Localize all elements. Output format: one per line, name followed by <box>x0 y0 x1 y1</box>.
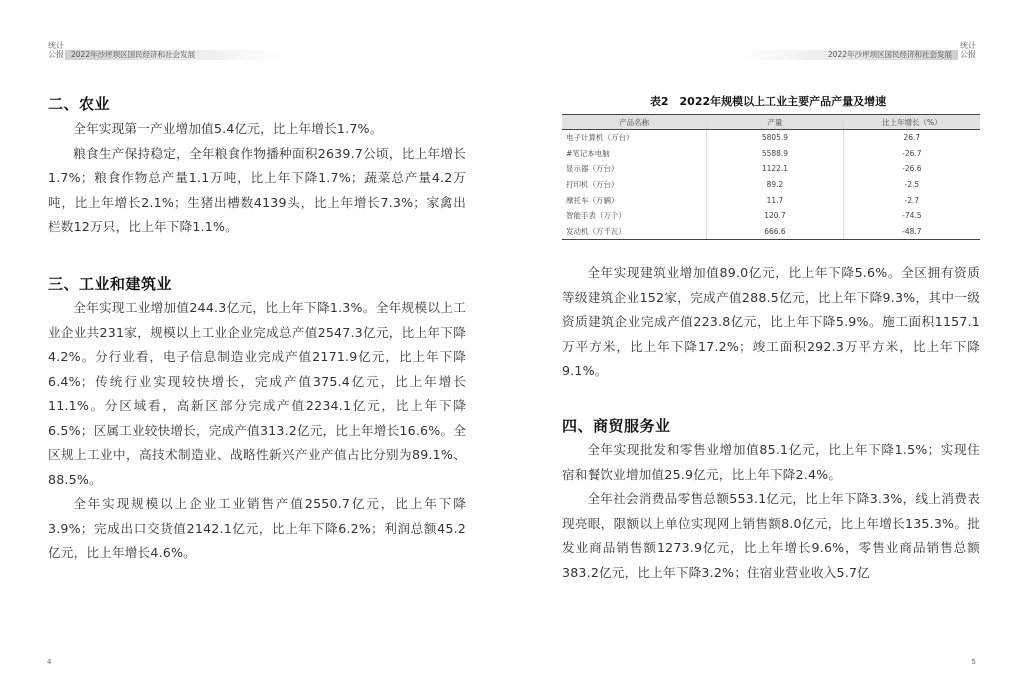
product-name: 发动机（万千瓦） <box>562 224 707 240</box>
output-value: 120.7 <box>707 208 843 224</box>
table-row <box>562 130 980 146</box>
section-commerce <box>562 415 980 436</box>
commerce-body <box>562 438 980 585</box>
table-title: 表2 2022年规模以上工业主要产品产量及增速 <box>649 95 887 108</box>
column-header: 产量 <box>707 115 843 130</box>
construction-body <box>562 261 980 384</box>
product-name: 智能手表（万个） <box>566 211 626 221</box>
product-name: 打印机（万台） <box>566 180 619 190</box>
table-row <box>562 224 980 240</box>
table-row <box>562 146 980 162</box>
growth-value: -26.7 <box>843 146 980 162</box>
header-tag: 统计 公报 <box>48 41 64 59</box>
output-value: 5805.9 <box>707 130 843 146</box>
product-name: 电子计算机（万台） <box>566 133 634 143</box>
agriculture-body <box>48 117 466 240</box>
column-header: 比上年增长（%） <box>843 115 980 130</box>
header-title: 2022年沙坪坝区国民经济和社会发展 <box>742 50 958 60</box>
paragraph: 全年实现工业增加值244.3亿元，比上年下降1.3%。全年规模以上工业企业共231家，规模以上工业企业完成总产值2547.3亿元，比上年下降4.2%。分行业看，电子信息制造业完成产值2171.9亿元，比上年下降6.4%；传统行业实现较快增长，完成产值375.4亿元，比上年增长11.1%。分区域看，高新区部分完成产值2234.1亿元，比上年下降6.5%；区属工业较快增长，完成产值313.2亿元，比上年增长16.6%。全区规上工业中，高技术制造业、战略性新兴产业产值占比分别为89.1%、88.5%。 <box>48 300 466 487</box>
section-heading: 四、商贸服务业 <box>562 417 671 435</box>
header-tag: 统计 公报 <box>960 41 976 59</box>
table-row <box>562 192 980 208</box>
growth-value: -2.5 <box>843 177 980 193</box>
paragraph: 全年社会消费品零售总额553.1亿元，比上年下降3.3%，线上消费表现亮眼，限额以上单位实现网上销售额8.0亿元，比上年增长135.3%。批发业商品销售额1273.9亿元，比上年增长9.6%，零售业商品销售总额383.2亿元，比上年下降3.2%；住宿业营业收入5.7亿 <box>562 491 980 580</box>
right-page <box>512 0 1024 694</box>
growth-value: -26.6 <box>843 161 980 177</box>
section-industry <box>48 273 466 294</box>
section-heading: 三、工业和建筑业 <box>48 275 173 293</box>
page-number: 4 <box>47 658 52 666</box>
growth-value: -2.7 <box>843 192 980 208</box>
table-header-row <box>562 115 980 130</box>
paragraph: 粮食生产保持稳定，全年粮食作物播种面积2639.7公顷，比上年增长1.7%；粮食作物总产量1.1万吨，比上年下降1.7%；蔬菜总产量4.2万吨，比上年增长2.1%；生猪出槽数4139头，比上年增长7.3%；家禽出栏数12万只，比上年下降1.1%。 <box>48 145 466 234</box>
output-value: 666.6 <box>707 224 843 240</box>
table-row <box>562 208 980 224</box>
paragraph: 全年实现规模以上企业工业销售产值2550.7亿元，比上年下降3.9%；完成出口交货值2142.1亿元，比上年下降6.2%；利润总额45.2亿元，比上年增长4.6%。 <box>48 496 466 560</box>
output-value: 89.2 <box>707 177 843 193</box>
output-value: 1122.1 <box>707 161 843 177</box>
industry-body <box>48 296 466 566</box>
growth-value: 26.7 <box>843 130 980 146</box>
output-value: 5588.9 <box>707 146 843 162</box>
table-row <box>562 161 980 177</box>
growth-value: -48.7 <box>843 224 980 240</box>
product-name: #笔记本电脑 <box>566 148 610 158</box>
section-agriculture <box>48 93 466 114</box>
output-value: 11.7 <box>707 192 843 208</box>
product-name: 显示器（万台） <box>566 164 619 174</box>
header-title: 2022年沙坪坝区国民经济和社会发展 <box>65 50 281 60</box>
product-name: 摩托车（万辆） <box>566 195 619 205</box>
section-heading: 二、农业 <box>48 95 111 113</box>
product-output-table <box>562 114 980 240</box>
paragraph: 全年实现第一产业增加值5.4亿元，比上年增长1.7%。 <box>73 121 383 136</box>
paragraph: 全年实现建筑业增加值89.0亿元，比上年下降5.6%。全区拥有资质等级建筑企业152家，完成产值288.5亿元，比上年下降9.3%，其中一级资质建筑企业完成产值223.8亿元，比上年下降5.9%。施工面积1157.1万平方米，比上年下降17.2%；竣工面积292.3万平方米，比上年下降9.1%。 <box>562 265 980 378</box>
column-header: 产品名称 <box>562 115 707 130</box>
table-row <box>562 177 980 193</box>
growth-value: -74.5 <box>843 208 980 224</box>
page-number: 5 <box>971 658 976 666</box>
paragraph: 全年实现批发和零售业增加值85.1亿元，比上年下降1.5%；实现住宿和餐饮业增加值25.9亿元，比上年下降2.4%。 <box>562 442 980 482</box>
